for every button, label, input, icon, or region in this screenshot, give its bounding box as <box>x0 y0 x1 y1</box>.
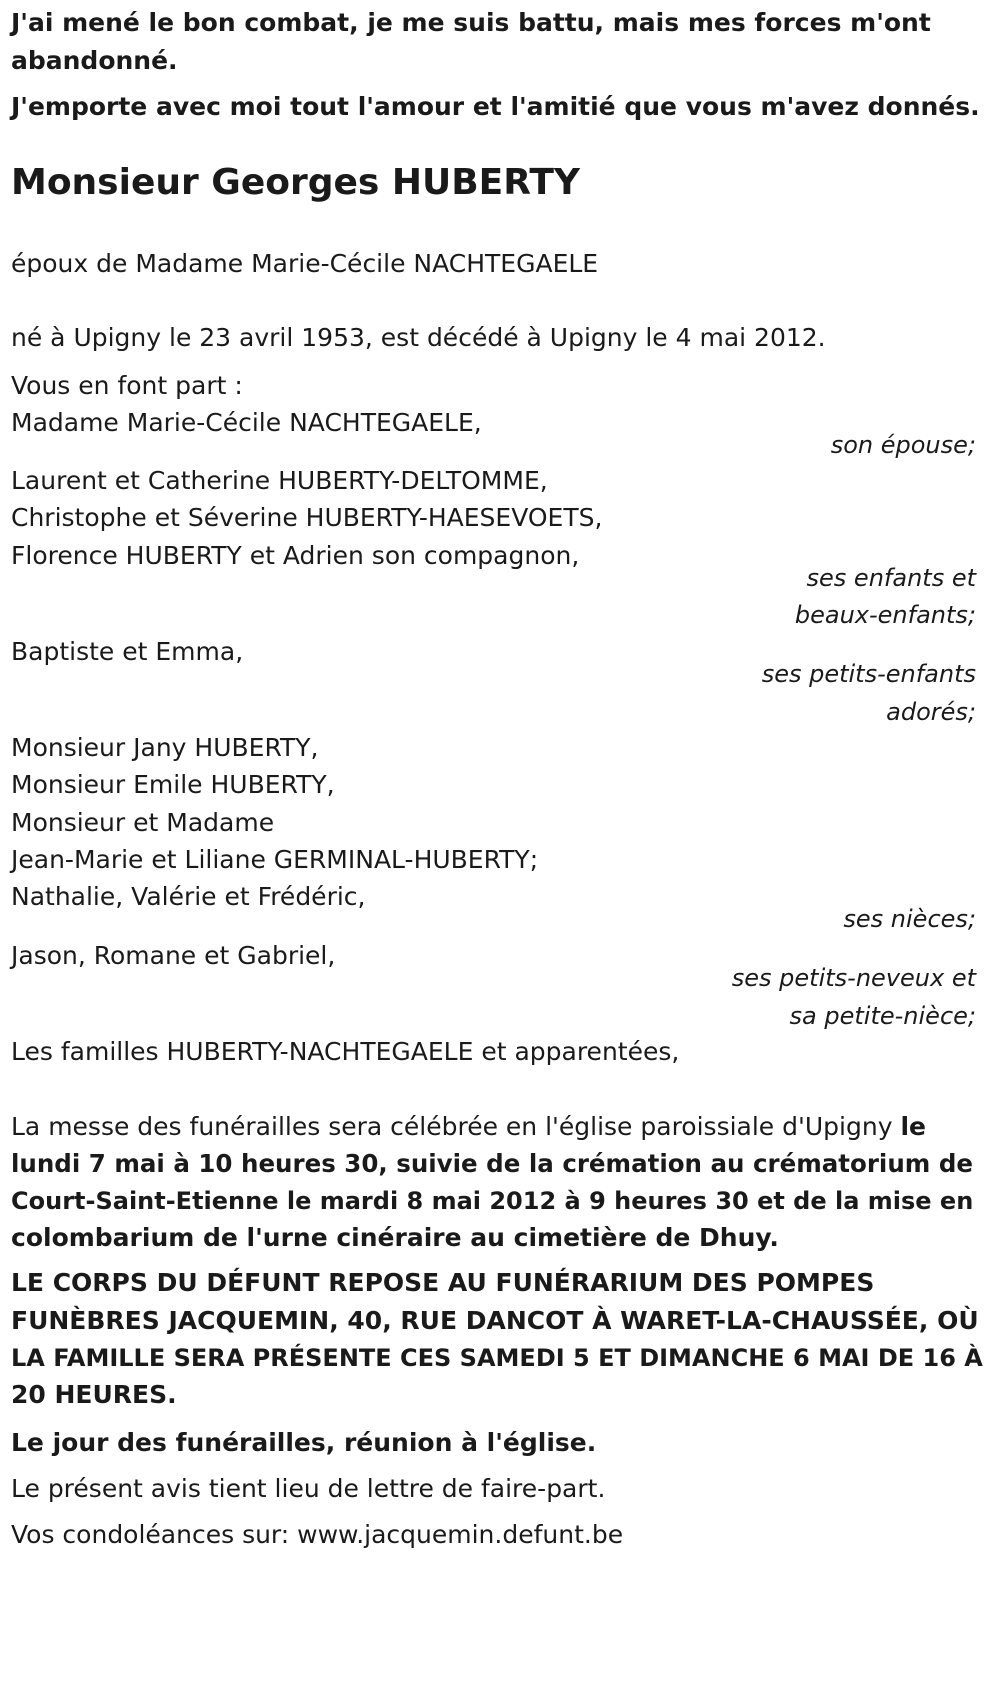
epigraph-line-3: J'emporte avec moi tout l'amour et l'amitié que vous m'avez donnés. <box>11 92 980 121</box>
dates-line: né à Upigny le 23 avril 1953, est décédé à Upigny le 4 mai 2012. <box>11 323 826 352</box>
epigraph-line-1: J'ai mené le bon combat, je me suis battu, mais mes forces m'ont <box>11 8 931 37</box>
nieces-relation: ses nièces; <box>843 905 976 933</box>
notice-line: Le présent avis tient lieu de lettre de faire-part. <box>11 1474 606 1503</box>
grandchildren-relation-2: adorés; <box>886 698 976 726</box>
grandchildren-line: Baptiste et Emma, <box>11 637 244 666</box>
grandchildren-relation-1: ses petits-enfants <box>761 660 976 688</box>
viewing-line-2: FUNÈBRES JACQUEMIN, 40, RUE DANCOT À WARET-LA-CHAUSSÉE, OÙ <box>11 1306 979 1335</box>
children-relation-2: beaux-enfants; <box>794 601 976 629</box>
ceremony-line-2: lundi 7 mai à 10 heures 30, suivie de la crémation au crématorium de <box>11 1149 973 1178</box>
spouse-line: époux de Madame Marie-Cécile NACHTEGAELE <box>11 249 599 278</box>
deceased-name: Monsieur Georges HUBERTY <box>11 162 581 203</box>
relative-line-2: Monsieur Emile HUBERTY, <box>11 770 335 799</box>
families-line: Les familles HUBERTY-NACHTEGAELE et apparentées, <box>11 1037 680 1066</box>
child-line-2: Christophe et Séverine HUBERTY-HAESEVOETS, <box>11 503 603 532</box>
relative-line-5: Nathalie, Valérie et Frédéric, <box>11 882 366 911</box>
viewing-line-4: 20 HEURES. <box>11 1380 177 1409</box>
children-relation-1: ses enfants et <box>806 564 976 592</box>
greatnephews-line: Jason, Romane et Gabriel, <box>11 941 336 970</box>
greatnephews-relation-1: ses petits-neveux et <box>731 964 976 992</box>
spouse-name: Madame Marie-Cécile NACHTEGAELE, <box>11 408 482 437</box>
child-line-1: Laurent et Catherine HUBERTY-DELTOMME, <box>11 466 548 495</box>
viewing-line-1: LE CORPS DU DÉFUNT REPOSE AU FUNÉRARIUM DES POMPES <box>11 1268 875 1297</box>
child-line-3: Florence HUBERTY et Adrien son compagnon, <box>11 541 580 570</box>
announcers-intro: Vous en font part : <box>11 371 243 400</box>
meeting-line: Le jour des funérailles, réunion à l'église. <box>11 1428 597 1457</box>
condolences-line: Vos condoléances sur: www.jacquemin.defunt.be <box>11 1520 624 1549</box>
relative-line-1: Monsieur Jany HUBERTY, <box>11 733 319 762</box>
relative-line-3: Monsieur et Madame <box>11 808 275 837</box>
ceremony-line-1-bold: le <box>900 1112 926 1141</box>
relative-line-4: Jean-Marie et Liliane GERMINAL-HUBERTY; <box>11 845 539 874</box>
ceremony-line-4: colombarium de l'urne cinéraire au cimetière de Dhuy. <box>11 1223 779 1252</box>
ceremony-line-3: Court-Saint-Etienne le mardi 8 mai 2012 à 9 heures 30 et de la mise en <box>11 1187 974 1215</box>
spouse-relation: son épouse; <box>830 431 976 459</box>
ceremony-line-1-text: La messe des funérailles sera célébrée en l'église paroissiale d'Upigny <box>11 1112 901 1141</box>
ceremony-line-1 <box>11 1112 926 1142</box>
greatnephews-relation-2: sa petite-nièce; <box>789 1002 976 1030</box>
viewing-line-3: LA FAMILLE SERA PRÉSENTE CES SAMEDI 5 ET DIMANCHE 6 MAI DE 16 À <box>11 1344 983 1372</box>
epigraph-line-2: abandonné. <box>11 46 178 75</box>
